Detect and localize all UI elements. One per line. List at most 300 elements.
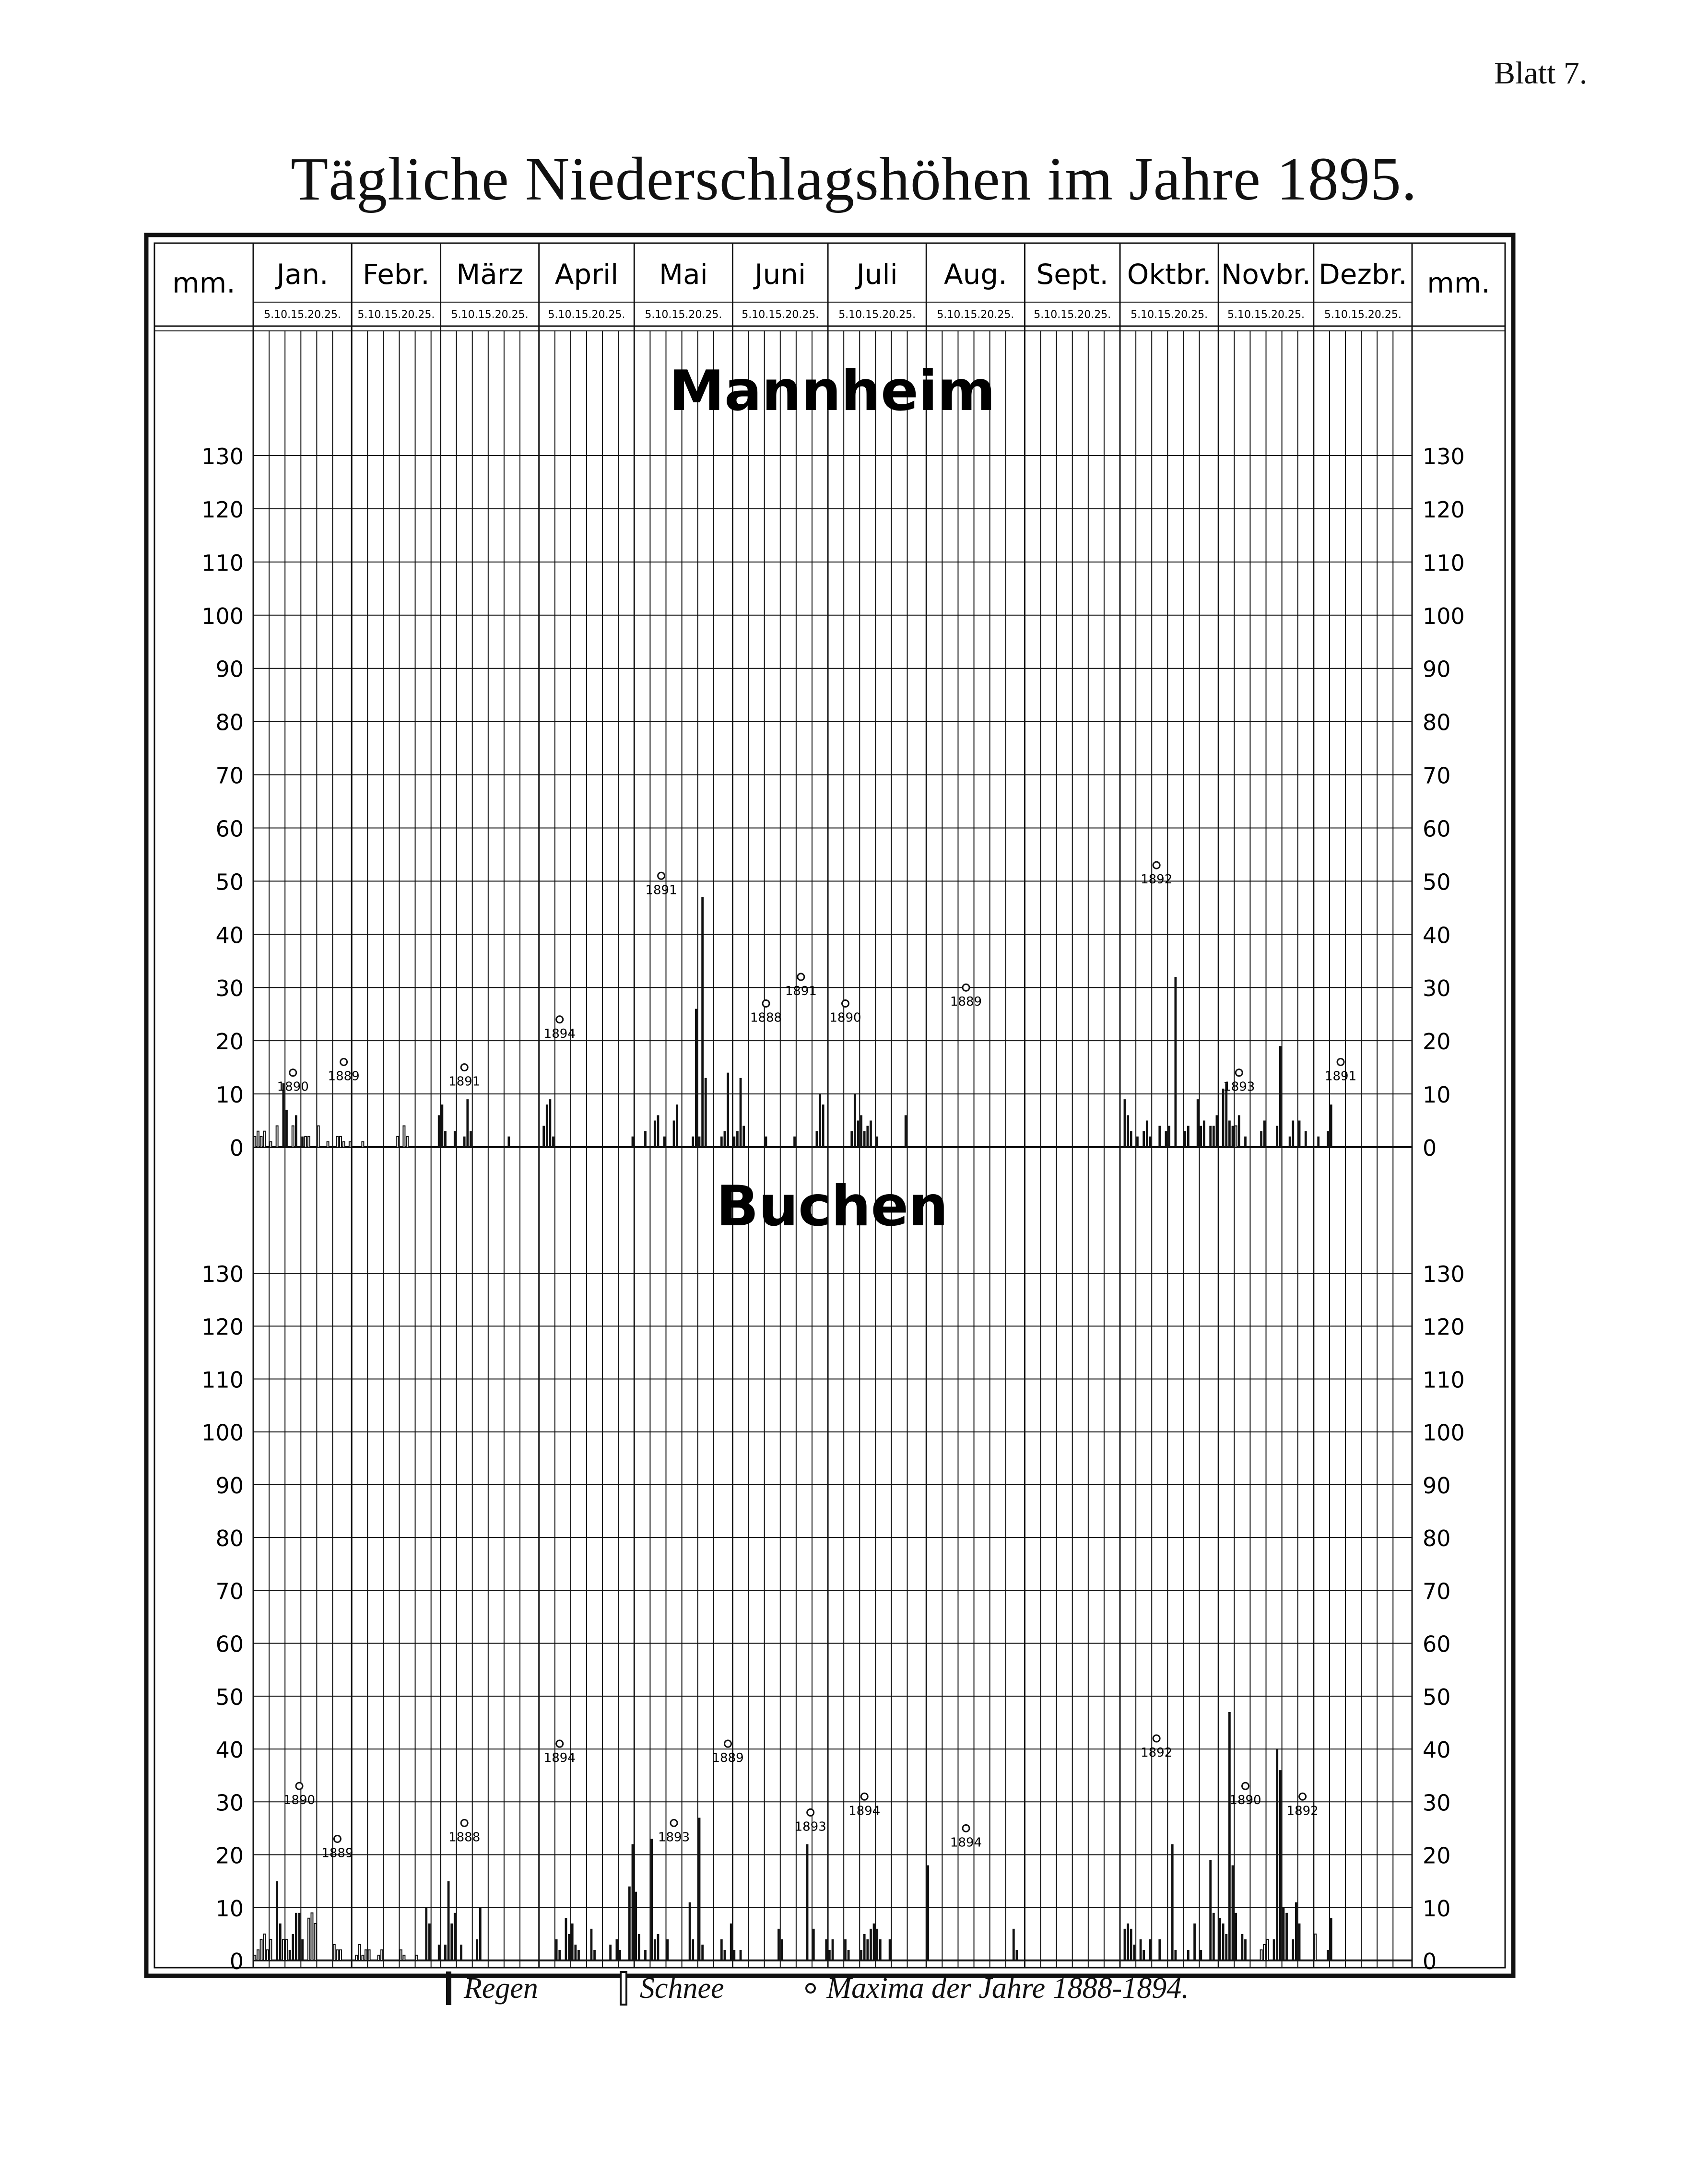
rain-bar [593,1950,596,1960]
snow-bar [270,1939,271,1960]
rain-bar [448,1881,450,1960]
y-tick-label-left: 80 [215,709,244,736]
maximum-year-label: 1891 [645,883,677,898]
rain-bar [870,1121,872,1147]
maximum-marker [1242,1783,1249,1789]
rain-bar [1260,1131,1262,1147]
y-tick-label-left: 120 [201,1314,244,1340]
rain-bar [1317,1137,1319,1147]
snow-bar [355,1955,357,1960]
rain-bar [590,1929,593,1960]
rain-bar [1327,1131,1329,1147]
rain-bar [736,1131,739,1147]
y-tick-label-left: 110 [201,1367,244,1393]
y-tick-label-right: 10 [1423,1895,1451,1922]
rain-bar [1279,1770,1282,1960]
rain-bar [1133,1945,1135,1960]
rain-bar [616,1939,618,1960]
rain-bar [1143,1131,1145,1147]
unit-label-right: mm. [1427,267,1490,299]
maximum-marker [1337,1059,1344,1066]
rain-bar [276,1881,278,1960]
snow-bar [343,1142,345,1147]
rain-bar [285,1110,288,1147]
month-label: Sept. [1036,258,1108,291]
y-tick-label-left: 120 [201,496,244,523]
rain-bar [698,1137,701,1147]
rain-bar [479,1908,482,1960]
rain-bar [740,1950,742,1960]
rain-bar [860,1950,862,1960]
y-tick-label-right: 70 [1423,763,1451,789]
rain-bar [854,1094,856,1147]
y-tick-label-right: 30 [1423,975,1451,1002]
rain-bar [1149,1137,1152,1147]
y-tick-label-right: 70 [1423,1578,1451,1605]
rain-bar [1222,1924,1225,1960]
y-tick-label-right: 30 [1423,1790,1451,1816]
rain-bar [609,1945,612,1960]
day-tick-labels: 5.10.15.20.25. [451,309,529,321]
month-label: April [554,258,619,291]
rain-bar [1013,1929,1015,1960]
rain-bar [638,1934,640,1960]
y-tick-label-right: 90 [1423,1472,1451,1499]
snow-bar-icon [620,1971,627,2006]
rain-bar [292,1934,294,1960]
rain-bar [813,1929,815,1960]
y-tick-label-right: 100 [1423,1420,1465,1446]
maximum-marker [290,1069,296,1076]
rain-bar [873,1924,875,1960]
snow-bar [257,1131,259,1147]
rain-bar [1225,1934,1227,1960]
rain-bar [1276,1126,1278,1147]
legend [446,1971,1271,2006]
y-tick-label-left: 70 [215,763,244,789]
rain-bar [876,1137,878,1147]
snow-bar [400,1950,402,1960]
maximum-marker [963,984,969,991]
snow-bar [263,1934,265,1960]
rain-bar [1298,1924,1301,1960]
month-label: Jan. [276,258,329,291]
snow-bar [406,1137,408,1147]
rain-bar [628,1887,631,1960]
rain-bar [476,1939,478,1960]
maximum-marker [963,1825,969,1831]
rain-bar [438,1945,440,1960]
maximum-year-label: 1889 [950,995,982,1009]
y-tick-label-left: 60 [215,816,244,842]
rain-bar [568,1934,570,1960]
rain-bar [1187,1126,1190,1147]
snow-bar [362,1142,364,1147]
rain-bar [454,1131,456,1147]
day-tick-labels: 5.10.15.20.25. [1324,309,1402,321]
month-label: Juni [754,258,806,291]
rain-bar [577,1950,580,1960]
maximum-year-label: 1892 [1286,1804,1319,1819]
maximum-marker [556,1016,563,1023]
y-tick-label-right: 0 [1423,1135,1437,1161]
legend-maxima-label: Maxima der Jahre 1888-1894. [826,1971,1189,2005]
maximum-marker [861,1793,868,1800]
rain-bar [279,1924,282,1960]
rain-bar [1283,1908,1285,1960]
day-tick-labels: 5.10.15.20.25. [1034,309,1111,321]
rain-bar [866,1126,869,1147]
y-tick-label-left: 10 [215,1895,244,1922]
rain-bar [441,1104,443,1147]
rain-bar [450,1924,453,1960]
rain-bar [1127,1115,1129,1147]
y-tick-label-right: 130 [1423,444,1465,469]
rain-bar [863,1131,866,1147]
rain-bar [927,1866,929,1960]
rain-bar [857,1121,860,1147]
rain-bar [1238,1115,1240,1147]
rain-bar [428,1924,431,1960]
y-tick-label-right: 50 [1423,1684,1451,1710]
snow-bar [1314,1934,1316,1960]
day-tick-labels: 5.10.15.20.25. [1131,309,1208,321]
rain-bar [1228,1121,1231,1147]
snow-bar [336,1950,338,1960]
maximum-year-label: 1893 [794,1819,826,1834]
rain-bar [705,1078,707,1147]
rain-bar [1273,1939,1275,1960]
legend-rain-label: Regen [464,1971,538,2005]
legend-maxima [805,1971,1189,2006]
y-tick-label-left: 20 [215,1029,244,1055]
rain-bar [444,1945,447,1960]
rain-bar [1127,1924,1129,1960]
rain-bar [454,1913,456,1960]
maximum-marker [334,1835,341,1842]
maximum-year-label: 1890 [1229,1793,1261,1808]
rain-bar [654,1939,656,1960]
y-tick-label-left: 80 [215,1525,244,1552]
snow-bar [403,1955,405,1960]
day-tick-labels: 5.10.15.20.25. [937,309,1014,321]
rain-bar [806,1844,809,1960]
snow-bar [260,1939,262,1960]
y-tick-label-left: 100 [201,603,244,629]
maximum-marker [725,1740,731,1747]
snow-bar [365,1950,367,1960]
y-tick-label-right: 130 [1423,1261,1465,1287]
month-headers [264,258,1407,321]
maximum-year-label: 1888 [448,1830,481,1845]
maximum-marker [658,872,665,879]
snow-bar [283,1939,284,1960]
rain-bar [1232,1866,1234,1960]
y-tick-label-right: 40 [1423,1737,1451,1763]
rain-bar [832,1939,834,1960]
maximum-year-label: 1888 [750,1010,782,1025]
rain-bar [1187,1950,1190,1960]
y-tick-label-left: 90 [215,1472,244,1499]
snow-bar [416,1955,418,1960]
rain-bar [542,1126,545,1147]
y-tick-label-right: 0 [1423,1948,1437,1974]
rain-bar [301,1137,304,1147]
y-tick-label-right: 60 [1423,816,1451,842]
rain-bar [295,1913,297,1960]
rain-bar [1136,1137,1139,1147]
rain-bar [848,1950,850,1960]
rain-bar [1200,1950,1202,1960]
rain-bar [733,1950,735,1960]
rain-bar [663,1137,666,1147]
rain-bar [466,1099,469,1147]
maximum-marker [798,974,804,980]
rain-bar [876,1929,878,1960]
rain-bar [1158,1126,1161,1147]
maximum-marker [671,1819,677,1826]
month-label: Juli [856,258,898,291]
rain-bar [1184,1131,1186,1147]
rain-bar [689,1902,691,1960]
y-tick-label-left: 30 [215,975,244,1002]
panel-buchen [201,1174,1465,1974]
rain-bar [1165,1131,1167,1147]
rain-bar [828,1950,831,1960]
y-tick-label-right: 10 [1423,1082,1451,1108]
rain-bar-icon [446,1971,451,2005]
rain-bar [1213,1126,1215,1147]
month-label: Novbr. [1221,258,1311,291]
rain-bar [1305,1131,1307,1147]
snow-bar [286,1939,288,1960]
maximum-year-label: 1890 [283,1793,316,1808]
y-tick-label-left: 60 [215,1631,244,1657]
rain-bar [860,1115,862,1147]
rain-bar [1213,1913,1215,1960]
rain-bar [1232,1126,1234,1147]
month-label: Aug. [944,258,1007,291]
y-tick-label-right: 80 [1423,1525,1451,1552]
rain-bar [819,1094,821,1147]
rain-bar [635,1892,637,1960]
rain-bar [793,1137,796,1147]
rain-bar [565,1918,567,1960]
rain-bar [822,1104,825,1147]
rain-bar [1244,1137,1247,1147]
rain-bar [289,1950,291,1960]
maximum-year-label: 1889 [712,1751,744,1766]
maximum-year-label: 1891 [1324,1069,1357,1084]
snow-bar [362,1955,364,1960]
rain-bar [1174,977,1177,1147]
rain-bar [1158,1939,1161,1960]
maximum-year-label: 1893 [658,1830,690,1845]
y-tick-label-left: 20 [215,1842,244,1869]
rain-bar [1327,1950,1329,1960]
y-tick-label-right: 110 [1423,1367,1465,1393]
legend-snow-label: Schnee [639,1971,724,2005]
rain-bar [825,1939,827,1960]
panel-mannheim [201,359,1465,1161]
panel-title: Mannheim [669,359,996,423]
snow-bar [327,1142,329,1147]
rain-bar [765,1137,767,1147]
maximum-marker [763,1000,769,1007]
rain-bar [657,1934,660,1960]
y-tick-label-right: 50 [1423,869,1451,895]
maximum-year-label: 1891 [448,1074,481,1089]
y-tick-label-left: 50 [215,1684,244,1710]
snow-bar [260,1137,262,1147]
rain-bar [574,1945,577,1960]
snow-bar [311,1913,313,1960]
rain-bar [644,1131,647,1147]
y-tick-label-left: 40 [215,922,244,949]
snow-bar [305,1137,306,1147]
rain-bar [1209,1860,1212,1960]
maximum-marker [1153,862,1160,868]
rain-bar [1241,1934,1243,1960]
rain-bar [463,1137,466,1147]
y-tick-label-left: 10 [215,1082,244,1108]
maximum-marker [842,1000,848,1007]
snow-bar [359,1945,361,1960]
rain-bar [1140,1939,1142,1960]
snow-bar [1260,1950,1262,1960]
snow-bar [333,1945,335,1960]
snow-bar [349,1142,351,1147]
month-label: Mai [659,258,708,291]
rain-bar [889,1939,891,1960]
rain-bar [1292,1121,1294,1147]
rain-bar [619,1950,621,1960]
rain-bar [879,1939,882,1960]
sheet-label: Blatt 7. [1494,56,1588,91]
rain-bar [692,1939,694,1960]
rain-bar [701,1945,704,1960]
rain-bar [676,1104,678,1147]
snow-bar [254,1955,256,1960]
rain-bar [1216,1115,1218,1147]
rain-bar [1330,1104,1332,1147]
rain-bar [298,1913,301,1960]
rain-bar [1292,1939,1294,1960]
rain-bar [632,1844,634,1960]
y-tick-label-left: 100 [201,1420,244,1446]
maximum-year-label: 1894 [543,1751,576,1766]
chart-main-title: Tägliche Niederschlagshöhen im Jahre 1895. [291,145,1417,213]
rain-bar [850,1131,853,1147]
rain-bar [692,1137,694,1147]
rain-bar [733,1137,735,1147]
rain-bar [1146,1121,1148,1147]
rain-bar [1130,1131,1132,1147]
snow-bar [308,1137,310,1147]
rain-bar [1200,1126,1202,1147]
rain-bar [1219,1918,1221,1960]
day-tick-labels: 5.10.15.20.25. [264,309,342,321]
rain-bar [1285,1913,1288,1960]
maximum-marker [1236,1069,1242,1076]
maximum-marker [461,1819,468,1826]
unit-label-left: mm. [172,267,236,299]
snow-bar [308,1918,310,1960]
snow-bar [368,1950,370,1960]
rain-bar [724,1131,726,1147]
maximum-year-label: 1894 [848,1804,881,1819]
snow-bar [318,1126,319,1147]
inner-frame [154,243,1505,1968]
rain-bar [905,1115,907,1147]
maximum-marker [296,1783,303,1789]
snow-bar [403,1126,405,1147]
month-label: Oktbr. [1127,258,1212,291]
y-tick-label-left: 110 [201,550,244,576]
snow-bar [276,1126,278,1147]
maximum-year-label: 1889 [328,1069,360,1084]
snow-bar [270,1142,271,1147]
maximum-year-label: 1893 [1223,1080,1255,1094]
legend-rain [446,1971,538,2006]
y-tick-label-left: 30 [215,1790,244,1816]
rain-bar [863,1934,866,1960]
rain-bar [844,1939,847,1960]
snow-bar [254,1137,256,1147]
snow-bar [1267,1939,1269,1960]
day-tick-labels: 5.10.15.20.25. [645,309,722,321]
rain-bar [657,1115,660,1147]
rain-bar [1244,1939,1247,1960]
rain-bar [1016,1950,1018,1960]
rain-bar [1279,1046,1282,1147]
month-label: Febr. [363,258,430,291]
rain-bar [1174,1950,1177,1960]
rain-bar [571,1924,574,1960]
y-tick-label-left: 70 [215,1578,244,1605]
rain-bar [1171,1844,1174,1960]
rain-bar [1289,1137,1291,1147]
rain-bar [742,1126,745,1147]
rain-bar [552,1137,554,1147]
y-tick-label-right: 120 [1423,1314,1465,1340]
y-tick-label-right: 20 [1423,1029,1451,1055]
maximum-marker [1299,1793,1306,1800]
snow-bar [314,1924,316,1960]
rain-bar [666,1939,669,1960]
rain-bar [1330,1918,1332,1960]
snow-bar [397,1137,399,1147]
maximum-marker [461,1064,468,1071]
maximum-marker [807,1809,814,1816]
rain-bar [295,1115,297,1147]
legend-snow [620,1971,724,2006]
rain-bar [724,1950,726,1960]
rain-bar [866,1939,869,1960]
rain-bar [720,1137,723,1147]
maximum-year-label: 1889 [321,1846,353,1861]
rain-bar [781,1939,783,1960]
snow-bar [340,1137,342,1147]
snow-bar [257,1950,259,1960]
rain-bar [695,1009,697,1147]
maximum-marker [1153,1735,1160,1742]
rain-bar [555,1939,558,1960]
snow-bar [292,1126,294,1147]
rain-bar [470,1131,472,1147]
rain-bar [727,1073,729,1147]
snow-bar [381,1950,383,1960]
